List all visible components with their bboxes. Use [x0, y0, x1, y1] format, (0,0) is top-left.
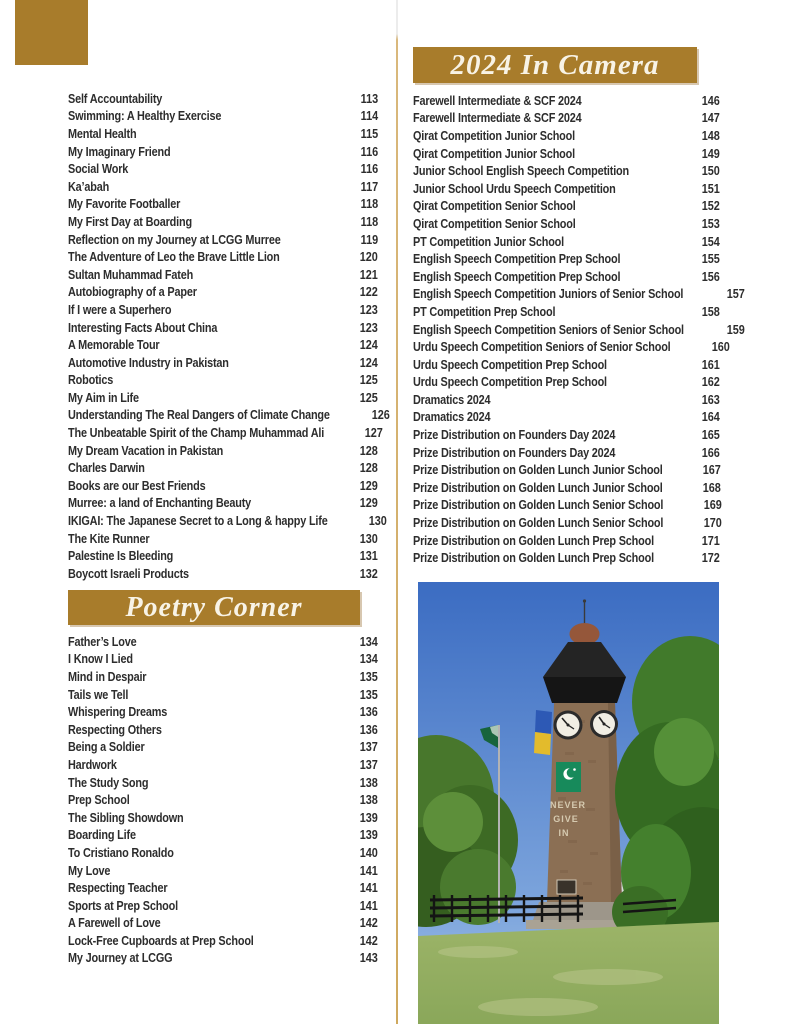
toc-entry-title: English Speech Competition Juniors of Senior School [413, 287, 684, 302]
toc-entry-title: Social Work [68, 162, 129, 177]
section-header-label: 2024 In Camera [450, 48, 660, 81]
toc-entry [68, 756, 378, 774]
toc-entry-page-number: 156 [701, 269, 720, 284]
toc-entry-title: My Journey at LCGG [68, 951, 173, 966]
toc-entry-title: Being a Soldier [68, 740, 145, 755]
pakistan-flag-panel [556, 762, 581, 792]
toc-entry-title: Autobiography of a Paper [68, 285, 197, 300]
toc-entry [68, 633, 378, 651]
toc-entry-page-number: 141 [359, 898, 378, 913]
toc-entry-page-number: 168 [702, 480, 721, 495]
toc-entry-page-number: 150 [701, 164, 720, 179]
toc-entry [68, 774, 378, 792]
toc-entry-title: Books are our Best Friends [68, 478, 206, 493]
toc-entry-page-number: 152 [701, 199, 720, 214]
toc-entry [68, 196, 378, 214]
toc-entry [68, 530, 378, 548]
toc-entry-title: Mind in Despair [68, 669, 147, 684]
toc-entry [68, 721, 378, 739]
toc-entry-page-number: 129 [359, 496, 378, 511]
toc-entry-title: Whispering Dreams [68, 705, 168, 720]
toc-entry [68, 827, 378, 845]
toc-entry-page-number: 130 [369, 514, 388, 529]
toc-entry [413, 321, 746, 339]
toc-entry-page-number: 123 [359, 302, 378, 317]
toc-entry [413, 444, 720, 462]
toc-entry [68, 407, 390, 425]
toc-entry-title: The Unbeatable Spirit of the Champ Muhammad Ali [68, 426, 325, 441]
toc-entry-page-number: 128 [359, 443, 378, 458]
toc-entry-title: Dramatics 2024 [413, 410, 491, 425]
toc-entry [413, 233, 720, 251]
toc-entry-page-number: 169 [703, 498, 722, 513]
toc-entry [413, 268, 720, 286]
toc-entry-page-number: 146 [701, 93, 720, 108]
toc-entry [68, 442, 378, 460]
toc-entry-page-number: 119 [360, 232, 378, 247]
toc-entry-page-number: 148 [701, 128, 720, 143]
toc-entry-page-number: 141 [359, 881, 378, 896]
toc-entry [68, 915, 378, 933]
toc-entry-title: Urdu Speech Competition Prep School [413, 357, 607, 372]
toc-entry [68, 809, 378, 827]
toc-entry-title: A Farewell of Love [68, 916, 161, 931]
toc-entry-page-number: 159 [727, 322, 746, 337]
corner-accent-square [15, 0, 88, 65]
toc-entry [413, 92, 720, 110]
pennant-flag [534, 710, 552, 755]
toc-entry [413, 514, 720, 532]
toc-entry-page-number: 149 [701, 146, 720, 161]
toc-entry [413, 250, 720, 268]
toc-entry-title: Prep School [68, 793, 130, 808]
toc-entry [68, 424, 384, 442]
toc-entry-title: To Cristiano Ronaldo [68, 845, 174, 860]
toc-entry-title: Lock-Free Cupboards at Prep School [68, 933, 254, 948]
toc-entry-title: Prize Distribution on Founders Day 2024 [413, 428, 616, 443]
column-divider-line [396, 0, 398, 1024]
toc-entry [413, 145, 720, 163]
toc-entry-title: Respecting Teacher [68, 881, 168, 896]
toc-entry [68, 354, 378, 372]
toc-entry-page-number: 153 [701, 216, 720, 231]
toc-entry [68, 668, 378, 686]
toc-entry-page-number: 137 [359, 740, 378, 755]
toc-entry-title: Qirat Competition Senior School [413, 216, 576, 231]
toc-entry-title: Prize Distribution on Golden Lunch Junior School [413, 480, 663, 495]
toc-entry-page-number: 122 [359, 285, 378, 300]
toc-entry-page-number: 139 [359, 810, 378, 825]
toc-entry [68, 108, 378, 126]
toc-entry-title: Prize Distribution on Golden Lunch Prep School [413, 533, 654, 548]
toc-entry-title: Mental Health [68, 126, 137, 141]
toc-entry [68, 950, 378, 968]
toc-entry [413, 303, 720, 321]
toc-entry-page-number: 138 [359, 793, 378, 808]
toc-entry-page-number: 154 [701, 234, 720, 249]
toc-entry-title: Automotive Industry in Pakistan [68, 355, 229, 370]
toc-entry-page-number: 164 [701, 410, 720, 425]
toc-entry-title: The Sibling Showdown [68, 810, 184, 825]
toc-entry-page-number: 155 [701, 252, 720, 267]
toc-entry-title: My Favorite Footballer [68, 197, 181, 212]
toc-entry [68, 389, 378, 407]
toc-entry-title: Qirat Competition Senior School [413, 199, 576, 214]
toc-entry [413, 461, 720, 479]
toc-entry-title: Charles Darwin [68, 461, 145, 476]
toc-entry-title: My Imaginary Friend [68, 144, 171, 159]
toc-entry-title: My Aim in Life [68, 390, 139, 405]
toc-entry-page-number: 126 [371, 408, 390, 423]
toc-entry [413, 532, 720, 550]
toc-entry-page-number: 158 [701, 304, 720, 319]
toc-entry-title: Junior School Urdu Speech Competition [413, 181, 616, 196]
toc-entry [413, 110, 720, 128]
toc-entry-page-number: 132 [359, 566, 378, 581]
toc-entry [68, 565, 378, 583]
toc-entry-title: Murree: a land of Enchanting Beauty [68, 496, 252, 511]
toc-entry-page-number: 165 [701, 428, 720, 443]
toc-entry-page-number: 162 [701, 375, 720, 390]
toc-entry-title: Farewell Intermediate & SCF 2024 [413, 111, 582, 126]
toc-entry [413, 162, 720, 180]
toc-entry-title: Self Accountability [68, 91, 163, 106]
toc-entry [413, 374, 720, 392]
tower-dome [570, 623, 600, 645]
toc-entry-page-number: 157 [726, 287, 745, 302]
toc-entry [413, 409, 720, 427]
toc-entry-page-number: 136 [359, 722, 378, 737]
toc-entry-page-number: 147 [701, 111, 720, 126]
toc-entry-page-number: 115 [360, 126, 378, 141]
svg-text:NEVER: NEVER [549, 800, 587, 810]
toc-entry-page-number: 135 [359, 687, 378, 702]
toc-entry [68, 844, 378, 862]
toc-entry-page-number: 125 [359, 390, 378, 405]
toc-entry [413, 286, 745, 304]
toc-entry-title: Boycott Israeli Products [68, 566, 189, 581]
toc-entry-page-number: 118 [360, 197, 378, 212]
toc-entry-title: PT Competition Prep School [413, 304, 556, 319]
toc-entry-title: Ka’abah [68, 179, 110, 194]
toc-entry-page-number: 139 [359, 828, 378, 843]
toc-entry-page-number: 127 [365, 426, 384, 441]
toc-entry-title: Reflection on my Journey at LCGG Murree [68, 232, 281, 247]
toc-entry-page-number: 140 [359, 845, 378, 860]
articles-toc-list [68, 90, 390, 583]
svg-text:IN: IN [558, 828, 570, 838]
toc-entry [68, 477, 378, 495]
poems-toc-list [68, 633, 378, 967]
toc-entry [413, 426, 720, 444]
toc-entry-page-number: 172 [701, 551, 720, 566]
toc-entry [413, 391, 720, 409]
toc-entry-page-number: 161 [701, 357, 720, 372]
toc-entry-page-number: 131 [359, 549, 378, 564]
toc-entry [68, 791, 378, 809]
toc-entry-page-number: 170 [703, 516, 722, 531]
toc-entry-page-number: 130 [359, 531, 378, 546]
toc-entry-page-number: 167 [702, 463, 721, 478]
toc-entry-title: My First Day at Boarding [68, 214, 192, 229]
toc-entry [68, 143, 378, 161]
toc-entry [68, 686, 378, 704]
toc-entry-title: I Know I Lied [68, 652, 133, 667]
toc-entry-title: IKIGAI: The Japanese Secret to a Long & happy Life [68, 514, 328, 529]
toc-entry [68, 739, 378, 757]
toc-entry-page-number: 120 [359, 250, 378, 265]
toc-entry-page-number: 171 [701, 533, 720, 548]
toc-entry [413, 338, 730, 356]
toc-entry-title: Robotics [68, 373, 114, 388]
toc-entry-title: Urdu Speech Competition Prep School [413, 375, 607, 390]
toc-entry [413, 180, 720, 198]
toc-entry-title: If I were a Superhero [68, 302, 172, 317]
toc-entry [68, 284, 378, 302]
toc-entry-page-number: 142 [359, 916, 378, 931]
toc-entry-title: Swimming: A Healthy Exercise [68, 109, 222, 124]
toc-entry-title: My Love [68, 863, 111, 878]
toc-entry-title: Qirat Competition Junior School [413, 146, 575, 161]
toc-entry [68, 879, 378, 897]
toc-entry-title: A Memorable Tour [68, 338, 160, 353]
toc-entry-title: Boarding Life [68, 828, 136, 843]
toc-entry-page-number: 118 [360, 214, 378, 229]
toc-entry [68, 319, 378, 337]
toc-entry-title: My Dream Vacation in Pakistan [68, 443, 224, 458]
toc-entry-title: Sports at Prep School [68, 898, 178, 913]
toc-entry-title: Prize Distribution on Golden Lunch Prep School [413, 551, 654, 566]
toc-entry [68, 897, 378, 915]
toc-entry [68, 495, 378, 513]
toc-entry-page-number: 121 [359, 267, 378, 282]
toc-entry-page-number: 124 [359, 338, 378, 353]
toc-entry [68, 547, 378, 565]
toc-entry [68, 160, 378, 178]
toc-entry [68, 125, 378, 143]
section-header-label: Poetry Corner [125, 591, 303, 623]
section-header-poetry-corner [68, 590, 360, 625]
toc-entry [68, 336, 378, 354]
toc-entry [68, 703, 378, 721]
toc-entry-page-number: 142 [359, 933, 378, 948]
tower-plaque [557, 880, 576, 894]
toc-entry-title: Interesting Facts About China [68, 320, 218, 335]
toc-entry-page-number: 160 [711, 340, 730, 355]
toc-entry-title: Farewell Intermediate & SCF 2024 [413, 93, 582, 108]
toc-entry-title: Sultan Muhammad Fateh [68, 267, 194, 282]
clock-tower-photo [418, 582, 719, 1024]
toc-entry-title: Prize Distribution on Golden Lunch Senior School [413, 516, 664, 531]
toc-entry [68, 301, 378, 319]
toc-entry-title: Tails we Tell [68, 687, 129, 702]
toc-entry-page-number: 128 [359, 461, 378, 476]
toc-entry-title: Junior School English Speech Competition [413, 164, 630, 179]
toc-entry-page-number: 143 [359, 951, 378, 966]
toc-entry [68, 651, 378, 669]
toc-entry-title: English Speech Competition Seniors of Senior School [413, 322, 684, 337]
toc-entry-title: Father’s Love [68, 634, 137, 649]
toc-entry-page-number: 141 [359, 863, 378, 878]
toc-entry-title: Prize Distribution on Founders Day 2024 [413, 445, 616, 460]
toc-entry-page-number: 117 [360, 179, 378, 194]
toc-entry-title: Hardwork [68, 757, 117, 772]
toc-entry-page-number: 124 [359, 355, 378, 370]
toc-entry-title: Respecting Others [68, 722, 162, 737]
toc-entry [68, 90, 378, 108]
toc-entry-title: Prize Distribution on Golden Lunch Senior School [413, 498, 664, 513]
toc-entry-title: Qirat Competition Junior School [413, 128, 575, 143]
toc-entry [68, 248, 378, 266]
toc-entry-title: Dramatics 2024 [413, 392, 491, 407]
toc-entry [413, 198, 720, 216]
toc-entry-page-number: 134 [359, 634, 378, 649]
toc-entry-page-number: 136 [359, 705, 378, 720]
toc-entry-page-number: 138 [359, 775, 378, 790]
toc-entry [68, 932, 378, 950]
toc-entry [68, 178, 378, 196]
toc-entry [413, 479, 720, 497]
section-header-2024-in-camera [413, 47, 697, 83]
toc-entry [68, 459, 378, 477]
toc-entry-page-number: 123 [359, 320, 378, 335]
camera-toc-list [413, 92, 746, 567]
toc-entry-title: The Kite Runner [68, 531, 150, 546]
toc-entry [413, 356, 720, 374]
toc-entry [68, 266, 378, 284]
toc-entry-title: The Study Song [68, 775, 149, 790]
toc-entry-page-number: 116 [360, 144, 378, 159]
toc-entry-page-number: 129 [359, 478, 378, 493]
toc-entry-page-number: 151 [701, 181, 720, 196]
toc-entry-page-number: 113 [360, 91, 378, 106]
toc-entry [68, 862, 378, 880]
toc-entry [68, 231, 378, 249]
toc-entry [68, 213, 378, 231]
toc-entry-page-number: 125 [359, 373, 378, 388]
toc-entry [413, 549, 720, 567]
toc-entry-page-number: 137 [359, 757, 378, 772]
toc-entry-title: PT Competition Junior School [413, 234, 565, 249]
toc-entry-title: English Speech Competition Prep School [413, 269, 621, 284]
toc-entry-page-number: 166 [701, 445, 720, 460]
toc-entry-page-number: 116 [360, 162, 378, 177]
toc-entry-title: Prize Distribution on Golden Lunch Junior School [413, 463, 663, 478]
svg-text:GIVE: GIVE [553, 814, 579, 824]
toc-entry [68, 512, 388, 530]
toc-entry-page-number: 134 [359, 652, 378, 667]
toc-entry [413, 215, 720, 233]
toc-entry-page-number: 114 [360, 109, 378, 124]
toc-entry-title: Palestine Is Bleeding [68, 549, 174, 564]
toc-entry-title: The Adventure of Leo the Brave Little Lion [68, 250, 280, 265]
toc-entry-title: Urdu Speech Competition Seniors of Senior School [413, 340, 671, 355]
toc-entry [68, 372, 378, 390]
toc-entry-page-number: 163 [701, 392, 720, 407]
toc-entry-title: Understanding The Real Dangers of Climate Change [68, 408, 330, 423]
toc-entry [413, 497, 720, 515]
toc-entry [413, 127, 720, 145]
toc-entry-title: English Speech Competition Prep School [413, 252, 621, 267]
toc-entry-page-number: 135 [359, 669, 378, 684]
